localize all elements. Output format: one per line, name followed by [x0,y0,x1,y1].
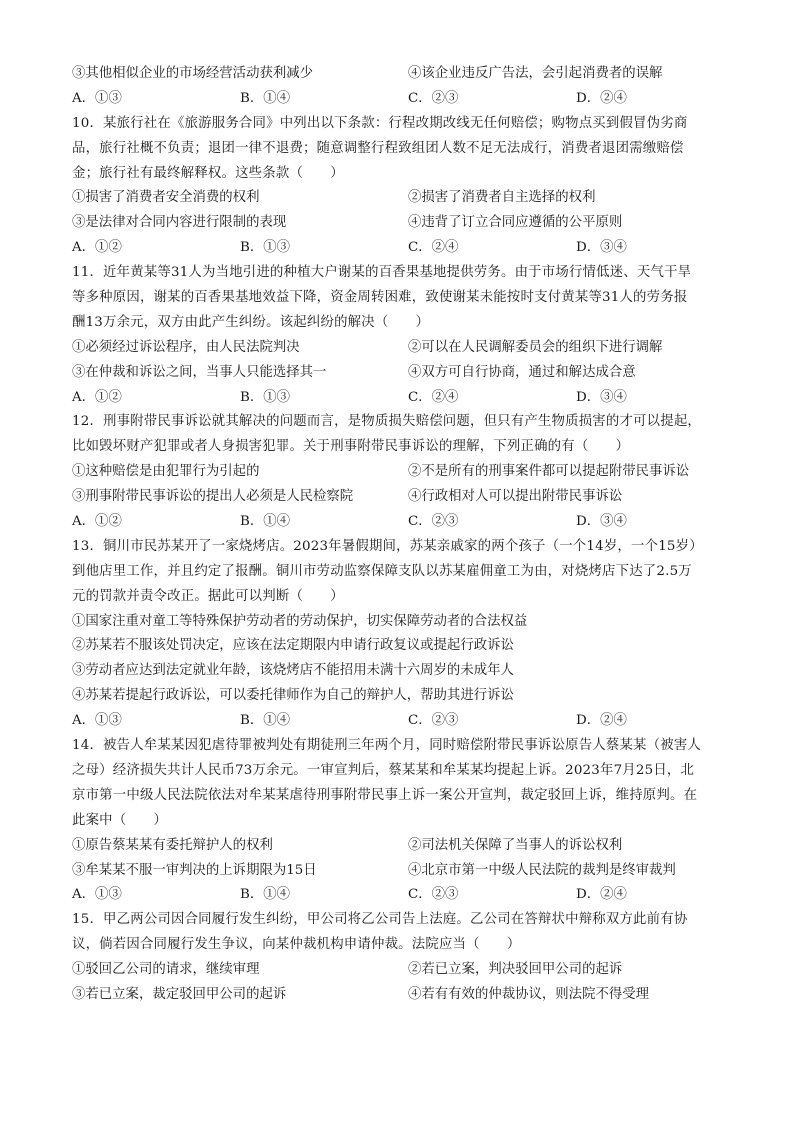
question-stem-line: 13．铜川市民苏某开了一家烧烤店。2023年暑假期间，苏某亲戚家的两个孩子（一个14岁，一个15岁） [72,538,703,554]
question-stem-line: 酬13万余元，双方由此产生纠纷。该起纠纷的解决（ ） [72,314,430,330]
exam-page [72,62,722,1008]
question-11 [72,261,722,410]
question-14 [72,734,722,908]
statement-4: ④双方可自行协商，通过和解达成合意 [408,364,636,380]
answer-row [72,883,722,908]
answer-c[interactable]: C．②③ [408,514,459,530]
statement-4: ④若有有效的仲裁协议，则法院不得受理 [408,986,650,1002]
statement-row [72,485,722,510]
question-stem-line: 到他店里工作，并且约定了报酬。铜川市劳动监察保障支队以苏某雇佣童工为由，对烧烤店下达了2.5万 [72,563,692,579]
answer-c[interactable]: C．②③ [408,887,459,903]
statement-3: ③刑事附带民事诉讼的提出人必须是人民检察院 [72,489,354,505]
question-12 [72,410,722,534]
statement-3: ③是法律对合同内容进行限制的表现 [72,215,287,231]
statement-3: ③若已立案，裁定驳回甲公司的起诉 [72,986,287,1002]
answer-d[interactable]: D．③④ [576,389,627,405]
statement-2: ②苏某若不服该处罚决定，应该在法定期限内申请行政复议或提起行政诉讼 [72,638,514,654]
answer-row [72,709,722,734]
question-stem-line: 10．某旅行社在《旅游服务合同》中列出以下条款：行程改期改线无任何赔偿；购物点买到假冒伪劣商 [72,115,688,131]
question-stem-line: 15．甲乙两公司因合同履行发生纠纷，甲公司将乙公司告上法庭。乙公司在答辩状中辩称双方此前有协 [72,912,688,928]
statement-4: ④北京市第一中级人民法院的裁判是终审裁判 [408,862,676,878]
answer-b[interactable]: B．①④ [240,713,291,729]
answer-row [72,386,722,411]
answer-row [72,236,722,261]
question-stem-line: 之母）经济损失共计人民币73万余元。一审宣判后，蔡某某和牟某某均提起上诉。2023年7月25日，北 [72,762,695,778]
statement-row [72,958,722,983]
answer-d[interactable]: D．②④ [576,887,627,903]
answer-a[interactable]: A．①② [72,389,122,405]
answer-c[interactable]: C．②③ [408,90,459,106]
statement-1: ①原告蔡某某有委托辩护人的权利 [72,837,273,853]
answer-a[interactable]: A．①③ [72,90,122,106]
statement-row [72,186,722,211]
statement-4: ④行政相对人可以提出附带民事诉讼 [408,489,623,505]
question-9-tail [72,62,722,112]
answer-a[interactable]: A．①③ [72,887,122,903]
question-stem-line: 等多种原因，谢某的百香果基地效益下降，资金周转困难，致使谢某未能按时支付黄某等31人的劳务报 [72,290,688,306]
answer-b[interactable]: B．①③ [240,240,291,256]
question-stem-line: 11．近年黄某等31人为当地引进的种植大户谢某的百香果基地提供劳务。由于市场行情低迷、天气干旱 [72,265,692,281]
statement-row [72,62,722,87]
statement-2: ②若已立案，判决驳回甲公司的起诉 [408,962,623,978]
statement-2: ②可以在人民调解委员会的组织下进行调解 [408,339,663,355]
statement-1: ①驳回乙公司的请求，继续审理 [72,962,260,978]
question-13 [72,535,722,734]
answer-c[interactable]: C．②④ [408,240,459,256]
statement-4: ④苏某若提起行政诉讼，可以委托律师作为自己的辩护人，帮助其进行诉讼 [72,688,514,704]
statement-row [72,859,722,884]
answer-a[interactable]: A．①② [72,240,122,256]
statement-3: ③在仲裁和诉讼之间，当事人只能选择其一 [72,364,327,380]
statement-row [72,460,722,485]
statement-4: ④该企业违反广告法，会引起消费者的误解 [408,66,663,81]
question-stem-line: 京市第一中级人民法院依法对牟某某虐待刑事附带民事上诉一案公开宣判，裁定驳回上诉，维持原判。在 [72,787,698,803]
statement-row [72,336,722,361]
statement-1: ①这种赔偿是由犯罪行为引起的 [72,464,260,480]
answer-a[interactable]: A．①② [72,514,122,530]
answer-b[interactable]: B．①③ [240,389,291,405]
statement-1: ①国家注重对童工等特殊保护劳动者的劳动保护，切实保障劳动者的合法权益 [72,613,528,629]
statement-1: ①损害了消费者安全消费的权利 [72,190,260,206]
answer-a[interactable]: A．①③ [72,713,122,729]
statement-4: ④违背了订立合同应遵循的公平原则 [408,215,623,231]
statement-1: ①必须经过诉讼程序，由人民法院判决 [72,339,300,355]
question-stem-line: 12．刑事附带民事诉讼就其解决的问题而言，是物质损失赔偿问题，但只有产生物质损害的才可以提起， [72,414,702,430]
answer-c[interactable]: C．②④ [408,389,459,405]
statement-row [72,834,722,859]
answer-b[interactable]: B．①④ [240,887,291,903]
answer-d[interactable]: D．②④ [576,90,627,106]
answer-d[interactable]: D．③④ [576,240,627,256]
statement-row [72,361,722,386]
answer-d[interactable]: D．③④ [576,514,627,530]
statement-2: ②司法机关保障了当事人的诉讼权利 [408,837,623,853]
statement-2: ②不是所有的刑事案件都可以提起附带民事诉讼 [408,464,690,480]
question-stem-line: 元的罚款并责令改正。据此可以判断（ ） [72,588,344,604]
question-stem-line: 金；旅行社有最终解释权。这些条款（ ） [72,165,344,181]
question-stem-line: 比如毁坏财产犯罪或者人身损害犯罪。关于刑事附带民事诉讼的理解，下列正确的有（ ） [72,439,630,455]
question-stem-line: 此案中（ ） [72,812,168,828]
question-15 [72,908,722,1008]
question-stem-line: 议，倘若因合同履行发生争议，向某仲裁机构申请仲裁。法院应当（ ） [72,937,521,953]
question-10 [72,112,722,261]
answer-c[interactable]: C．②③ [408,713,459,729]
statement-3: ③牟某某不服一审判决的上诉期限为15日 [72,862,317,878]
statement-3: ③其他相似企业的市场经营活动获利减少 [72,66,314,81]
statement-row [72,983,722,1008]
statement-2: ②损害了消费者自主选择的权利 [408,190,596,206]
answer-row [72,510,722,535]
answer-row [72,87,722,112]
question-stem-line: 品，旅行社概不负责；退团一律不退费；随意调整行程致组团人数不足无法成行，消费者退团需缴赔偿 [72,140,684,156]
answer-b[interactable]: B．①④ [240,514,291,530]
question-stem-line: 14．被告人牟某某因犯虐待罪被判处有期徒刑三年两个月，同时赔偿附带民事诉讼原告人蔡某某（被害人 [72,738,702,754]
answer-b[interactable]: B．①④ [240,90,291,106]
answer-d[interactable]: D．②④ [576,713,627,729]
statement-row [72,211,722,236]
statement-3: ③劳动者应达到法定就业年龄，该烧烤店不能招用未满十六周岁的未成年人 [72,663,514,679]
